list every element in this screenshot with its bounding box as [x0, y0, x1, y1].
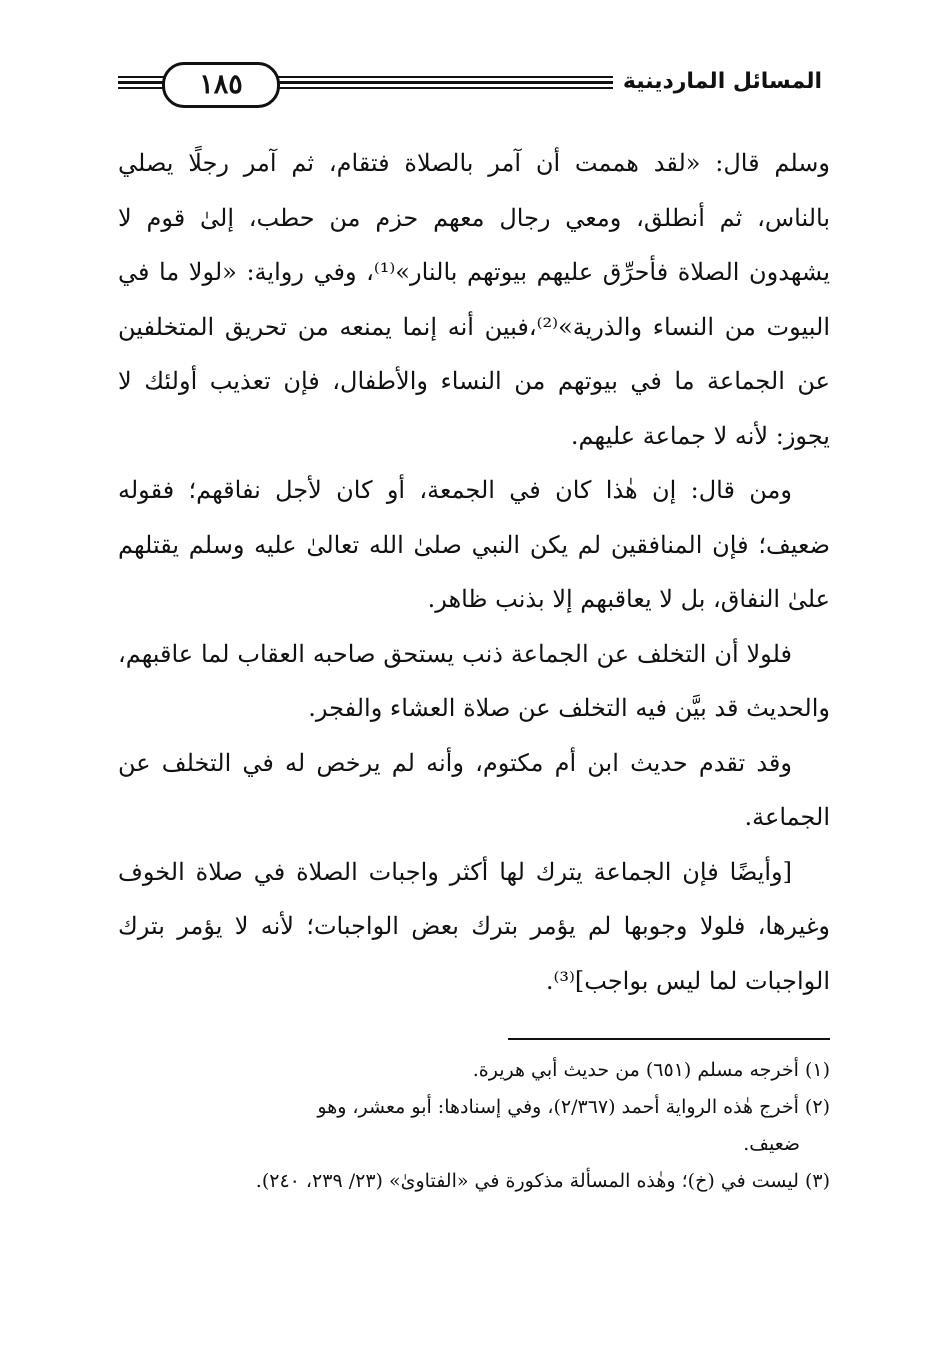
footnotes — [118, 1052, 830, 1200]
paragraph-4: وقد تقدم حديث ابن أم مكتوم، وأنه لم يرخص له في التخلف عن الجماعة. — [118, 748, 830, 831]
main-text — [118, 136, 830, 1008]
page-header — [118, 62, 830, 106]
footnote-2-continued: ضعيف. — [743, 1133, 800, 1155]
footnote-divider — [508, 1038, 830, 1040]
footnote-2: (٢) أخرج هٰذه الرواية أحمد (٢/٣٦٧)، وفي إسنادها: أبو معشر، وهو — [317, 1096, 830, 1118]
footnote-3: (٣) ليست في (خ)؛ وهٰذه المسألة مذكورة في «الفتاوىٰ» (٢٣/ ٢٣٩، ٢٤٠). — [255, 1170, 830, 1192]
paragraph-3: فلولا أن التخلف عن الجماعة ذنب يستحق صاحبه العقاب لما عاقبهم، والحديث قد بيَّن فيه التخلف عن صلاة العشاء والفجر. — [118, 639, 830, 722]
paragraph-1: وسلم قال: «لقد هممت أن آمر بالصلاة فتقام، ثم آمر رجلًا يصلي بالناس، ثم أنطلق، ومعي رجال معهم حزم من حطب، إلىٰ قوم لا يشهدون الصلاة فأحرِّق عليهم بيوتهم بالنار»⁽¹⁾، وفي رواية: «لولا ما في البيوت من النساء والذرية»⁽²⁾،فبين أنه إنما يمنعه من تحريق المتخلفين عن الجماعة ما في بيوتهم من النساء والأطفال، فإن تعذيب أولئك لا يجوز: لأنه لا جماعة عليهم. — [118, 149, 831, 450]
paragraph-2: ومن قال: إن هٰذا كان في الجمعة، أو كان لأجل نفاقهم؛ فقوله ضعيف؛ فإن المنافقين لم يكن النبي صلىٰ الله تعالىٰ عليه وسلم يقتلهم علىٰ النفاق، بل لا يعاقبهم إلا بذنب ظاهر. — [118, 476, 830, 613]
footnote-1: (١) أخرجه مسلم (٦٥١) من حديث أبي هريرة. — [472, 1059, 830, 1081]
paragraph-5: [وأيضًا فإن الجماعة يترك لها أكثر واجبات الصلاة في صلاة الخوف وغيرها، فلولا وجوبها لم يؤمر بترك بعض الواجبات؛ لأنه لا يؤمر بترك الواجبات لما ليس بواجب]⁽³⁾. — [118, 857, 830, 995]
page-number: ١٨٥ — [162, 62, 280, 108]
running-title: المسائل الماردينية — [613, 62, 830, 102]
